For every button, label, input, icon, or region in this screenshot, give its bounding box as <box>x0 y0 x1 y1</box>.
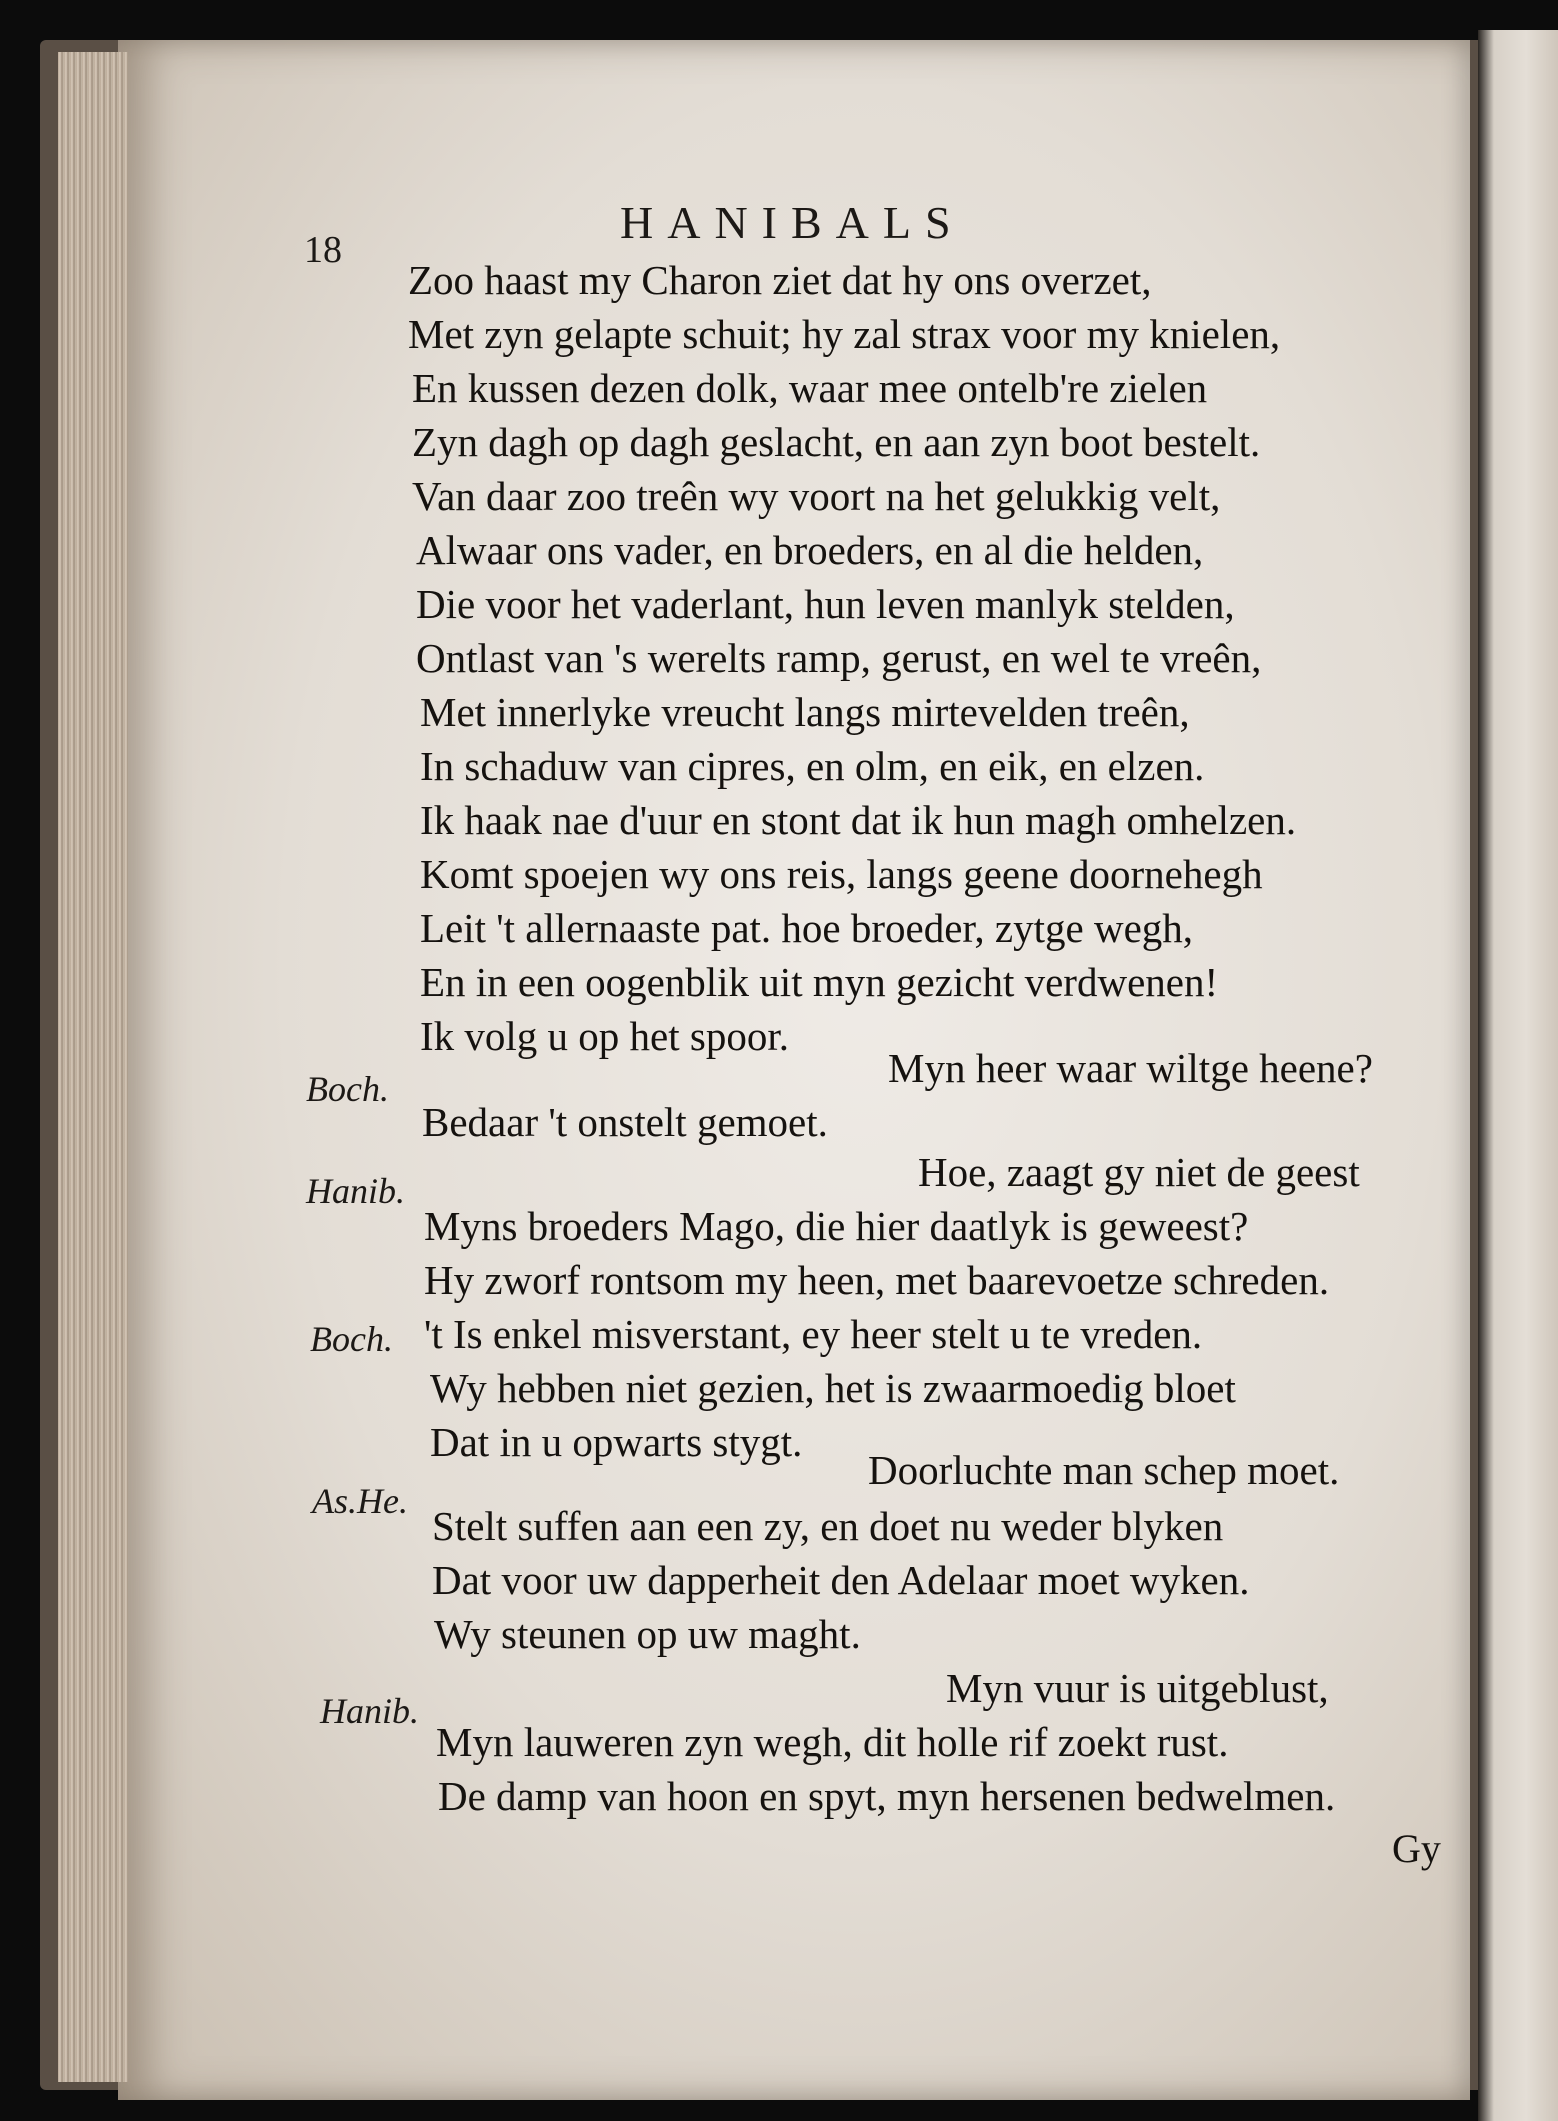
running-head: HANIBALS <box>620 197 965 248</box>
verse-line: Ontlast van 's werelts ramp, gerust, en wel te vreên, <box>416 635 1262 681</box>
verse-line: 't Is enkel misverstant, ey heer stelt u te vreden. <box>424 1311 1203 1357</box>
verse-line: Ik volg u op het spoor. <box>420 1013 789 1059</box>
verse-line: Met zyn gelapte schuit; hy zal strax voor my knielen, <box>408 311 1281 357</box>
verse-line: Zyn dagh op dagh geslacht, en aan zyn boot bestelt. <box>412 419 1261 465</box>
right-page-edge <box>1478 30 1558 2121</box>
page-stack-edge <box>58 52 128 2082</box>
speaker-label: Hanib. <box>320 1691 419 1731</box>
verse-line: Zoo haast my Charon ziet dat hy ons overzet, <box>408 257 1152 303</box>
page-number: 18 <box>304 229 342 271</box>
verse-line: Hoe, zaagt gy niet de geest <box>918 1149 1360 1195</box>
verse-line: Dat in u opwarts stygt. <box>430 1419 803 1465</box>
verse-line: Alwaar ons vader, en broeders, en al die helden, <box>416 527 1204 573</box>
verse-line: Dat voor uw dapperheit den Adelaar moet wyken. <box>432 1557 1250 1603</box>
verse-line: In schaduw van cipres, en olm, en eik, en elzen. <box>420 743 1205 789</box>
speaker-label: Boch. <box>306 1069 389 1109</box>
verse-line: Stelt suffen aan een zy, en doet nu weder blyken <box>432 1503 1224 1549</box>
verse-line: Van daar zoo treên wy voort na het gelukkig velt, <box>412 473 1221 519</box>
verse-line: Myn vuur is uitgeblust, <box>946 1665 1329 1711</box>
verse-line: Leit 't allernaaste pat. hoe broeder, zytge wegh, <box>420 905 1194 951</box>
verse-line: De damp van hoon en spyt, myn hersenen bedwelmen. <box>438 1773 1336 1819</box>
verse-line: Bedaar 't onstelt gemoet. <box>422 1099 828 1145</box>
verse-line: En in een oogenblik uit myn gezicht verdwenen! <box>420 959 1219 1005</box>
verse-line: Doorluchte man schep moet. <box>868 1447 1340 1493</box>
verse-line: Myn lauweren zyn wegh, dit holle rif zoekt rust. <box>436 1719 1229 1765</box>
catchword: Gy <box>1392 1826 1441 1871</box>
speaker-label: Boch. <box>310 1319 393 1359</box>
verse-line: Hy zworf rontsom my heen, met baarevoetze schreden. <box>424 1257 1330 1303</box>
verse-line: Ik haak nae d'uur en stont dat ik hun magh omhelzen. <box>420 797 1297 843</box>
verse-line: Komt spoejen wy ons reis, langs geene doornehegh <box>420 851 1263 897</box>
verse-line: Met innerlyke vreucht langs mirtevelden treên, <box>420 689 1190 735</box>
verse-line: En kussen dezen dolk, waar mee ontelb're zielen <box>412 365 1208 411</box>
verse-line: Wy steunen op uw maght. <box>434 1611 861 1657</box>
verse-line: Die voor het vaderlant, hun leven manlyk stelden, <box>416 581 1235 627</box>
verse-line: Myn heer waar wiltge heene? <box>888 1045 1373 1091</box>
verse-line: Myns broeders Mago, die hier daatlyk is geweest? <box>424 1203 1249 1249</box>
speaker-label: As.He. <box>312 1481 408 1521</box>
verse-line: Wy hebben niet gezien, het is zwaarmoedig bloet <box>430 1365 1236 1411</box>
speaker-label: Hanib. <box>306 1171 405 1211</box>
